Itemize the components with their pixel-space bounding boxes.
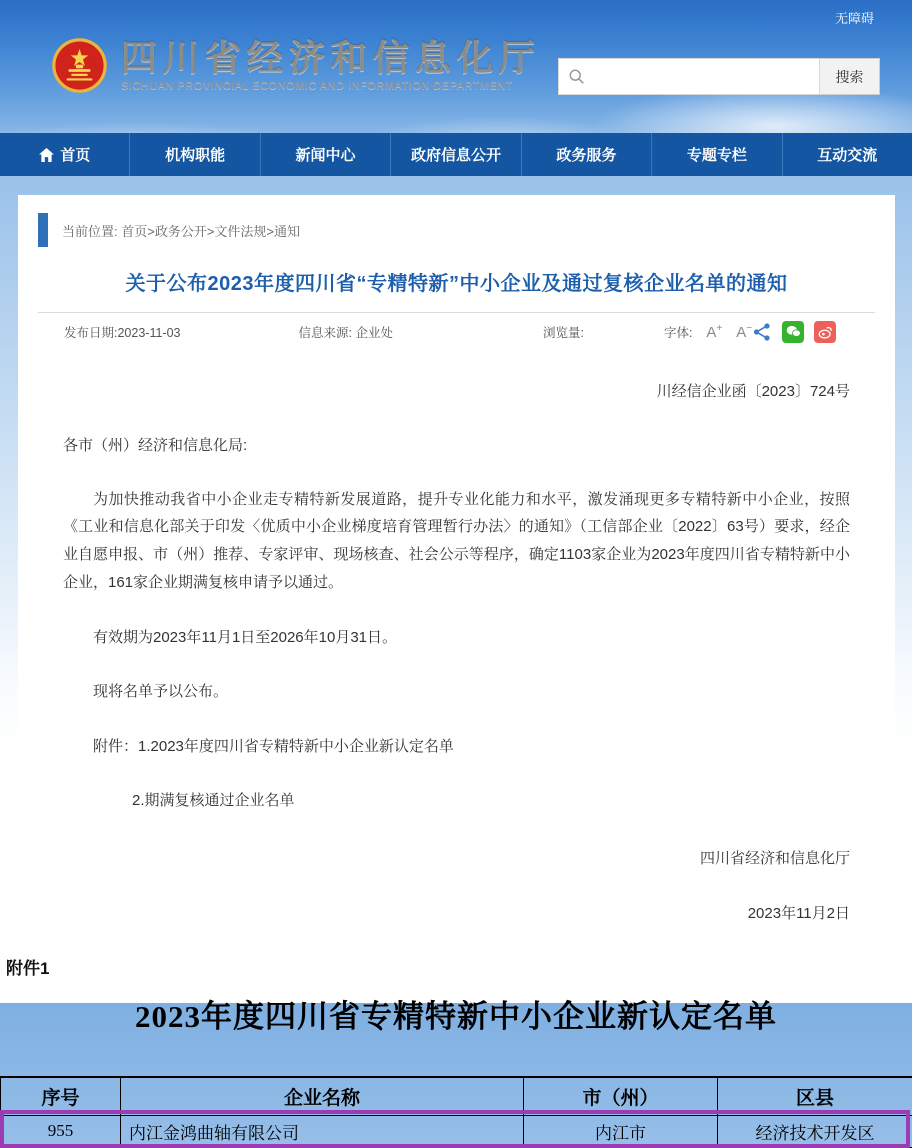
attachment-section: [0, 946, 912, 1148]
issuing-agency: 四川省经济和信息化厅: [63, 845, 850, 873]
breadcrumb: [38, 213, 895, 247]
paragraph-main: 为加快推动我省中小企业走专精特新发展道路，提升专业化能力和水平，激发涌现更多专精特新中小企业，按照《工业和信息化部关于印发〈优质中小企业梯度培育管理暂行办法〉的通知》（工信部企业〔2022〕63号）要求，经企业自愿申报、市（州）推荐、专家评审、现场核查、社会公示等程序，确定1103家企业为2023年度四川省专精特新中小企业，161家企业期满复核申请予以通过。: [63, 486, 850, 597]
site-title-english: SICHUAN PROVINCIAL ECONOMIC AND INFORMATION DEPARTMENT: [121, 80, 541, 92]
attachment-line-1[interactable]: 附件：1.2023年度四川省专精特新中小企业新认定名单: [63, 733, 850, 761]
nav-item-home[interactable]: 首页: [0, 133, 129, 176]
national-emblem-icon: [52, 38, 107, 93]
attachment-line-2[interactable]: 2.期满复核通过企业名单: [63, 787, 850, 815]
nav-item-topics[interactable]: 专题专栏: [651, 133, 781, 176]
home-icon: [39, 148, 54, 162]
main-nav: [0, 133, 912, 176]
search-button[interactable]: 搜索: [820, 58, 880, 95]
font-increase-button[interactable]: A+: [706, 323, 722, 341]
salutation: 各市（州）经济和信息化局:: [63, 432, 850, 460]
breadcrumb-text[interactable]: 当前位置: 首页>政务公开>文件法规>通知: [62, 221, 300, 240]
announce-line: 现将名单予以公布。: [63, 678, 850, 706]
table-header-row: [1, 1077, 912, 1115]
accessibility-link[interactable]: 无障碍: [835, 8, 874, 27]
nav-item-news[interactable]: 新闻中心: [260, 133, 390, 176]
nav-item-functions[interactable]: 机构职能: [129, 133, 259, 176]
site-title: 四川省经济和信息化厅: [121, 39, 541, 77]
roster-table-wrap: [0, 1076, 912, 1148]
validity-line: 有效期为2023年11月1日至2026年10月31日。: [63, 624, 850, 652]
view-count-label: 浏览量:: [543, 323, 584, 341]
font-decrease-button[interactable]: A−: [736, 323, 752, 341]
header-company: 企业名称: [121, 1077, 524, 1115]
article-meta-bar: [38, 312, 875, 350]
share-icons: [752, 321, 836, 343]
search-area: [558, 58, 880, 95]
search-input[interactable]: [591, 59, 819, 94]
attachment-title: 2023年度四川省专精特新中小企业新认定名单: [0, 991, 912, 1036]
cell-district: 经济技术开发区: [718, 1115, 912, 1147]
site-logo: [52, 38, 541, 93]
nav-item-services[interactable]: 政务服务: [521, 133, 651, 176]
search-icon: [568, 68, 585, 85]
cell-city: 内江市: [524, 1115, 718, 1147]
wechat-icon[interactable]: [782, 321, 804, 343]
article-title: 关于公布2023年度四川省“专精特新”中小企业及通过复核企业名单的通知: [18, 247, 895, 312]
site-banner: [0, 0, 912, 133]
font-label: 字体:: [664, 323, 692, 341]
cell-serial: 955: [1, 1115, 121, 1147]
document-number: 川经信企业函〔2023〕724号: [63, 378, 850, 406]
info-source: 信息来源: 企业处: [299, 323, 393, 341]
share-icon[interactable]: [752, 322, 772, 342]
header-district: 区县: [718, 1077, 912, 1115]
table-row: [1, 1115, 912, 1147]
header-serial: 序号: [1, 1077, 121, 1115]
nav-item-interaction[interactable]: 互动交流: [782, 133, 912, 176]
article-card: [18, 195, 895, 946]
roster-table: [0, 1076, 912, 1148]
font-size-controls: [664, 323, 752, 341]
breadcrumb-accent-bar: [38, 213, 48, 247]
nav-item-gov-info[interactable]: 政府信息公开: [390, 133, 520, 176]
header-city: 市（州）: [524, 1077, 718, 1115]
issue-date: 2023年11月2日: [63, 900, 850, 928]
cell-company: 内江金鸿曲轴有限公司: [121, 1115, 524, 1147]
publish-date: 发布日期:2023-11-03: [64, 323, 181, 341]
attachment-label: 附件1: [6, 954, 912, 979]
weibo-icon[interactable]: [814, 321, 836, 343]
document-body: [18, 378, 895, 928]
